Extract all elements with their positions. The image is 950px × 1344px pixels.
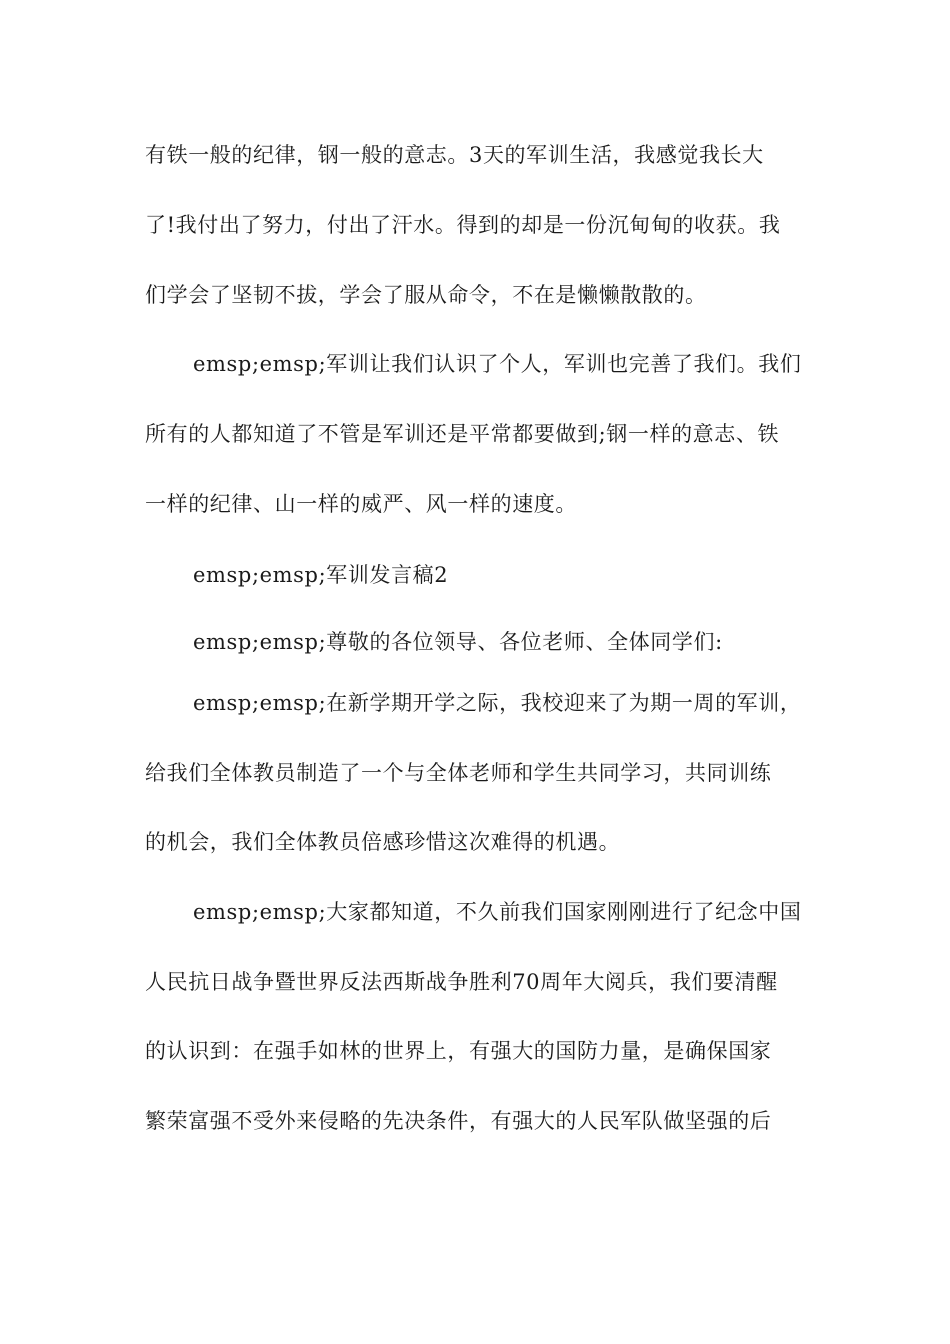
text-line-3: 们学会了坚韧不拔，学会了服从命令，不在是懒懒散散的。 [145, 283, 707, 307]
salutation-line: emsp;emsp;尊敬的各位领导、各位老师、全体同学们: [193, 630, 723, 654]
text-line-1: 有铁一般的纪律，钢一般的意志。3天的军训生活，我感觉我长大 [145, 143, 764, 167]
text-line-11: 的机会，我们全体教员倍感珍惜这次难得的机遇。 [145, 830, 621, 854]
text-line-14: 的认识到：在强手如林的世界上，有强大的国防力量，是确保国家 [145, 1039, 772, 1063]
text-line-10: 给我们全体教员制造了一个与全体老师和学生共同学习，共同训练 [145, 761, 772, 785]
text-line-5: 所有的人都知道了不管是军训还是平常都要做到;钢一样的意志、铁 [145, 422, 780, 446]
text-line-4: emsp;emsp;军训让我们认识了个人，军训也完善了我们。我们 [193, 352, 802, 376]
text-line-15: 繁荣富强不受外来侵略的先决条件，有强大的人民军队做坚强的后 [145, 1109, 772, 1133]
text-line-6: 一样的纪律、山一样的威严、风一样的速度。 [145, 492, 577, 516]
section-heading: emsp;emsp;军训发言稿2 [193, 563, 449, 587]
text-line-13: 人民抗日战争暨世界反法西斯战争胜利70周年大阅兵，我们要清醒 [145, 970, 778, 994]
text-line-9: emsp;emsp;在新学期开学之际，我校迎来了为期一周的军训， [193, 691, 802, 715]
text-line-2: 了!我付出了努力，付出了汗水。得到的却是一份沉甸甸的收获。我 [145, 213, 781, 237]
text-line-12: emsp;emsp;大家都知道，不久前我们国家刚刚进行了纪念中国 [193, 900, 802, 924]
